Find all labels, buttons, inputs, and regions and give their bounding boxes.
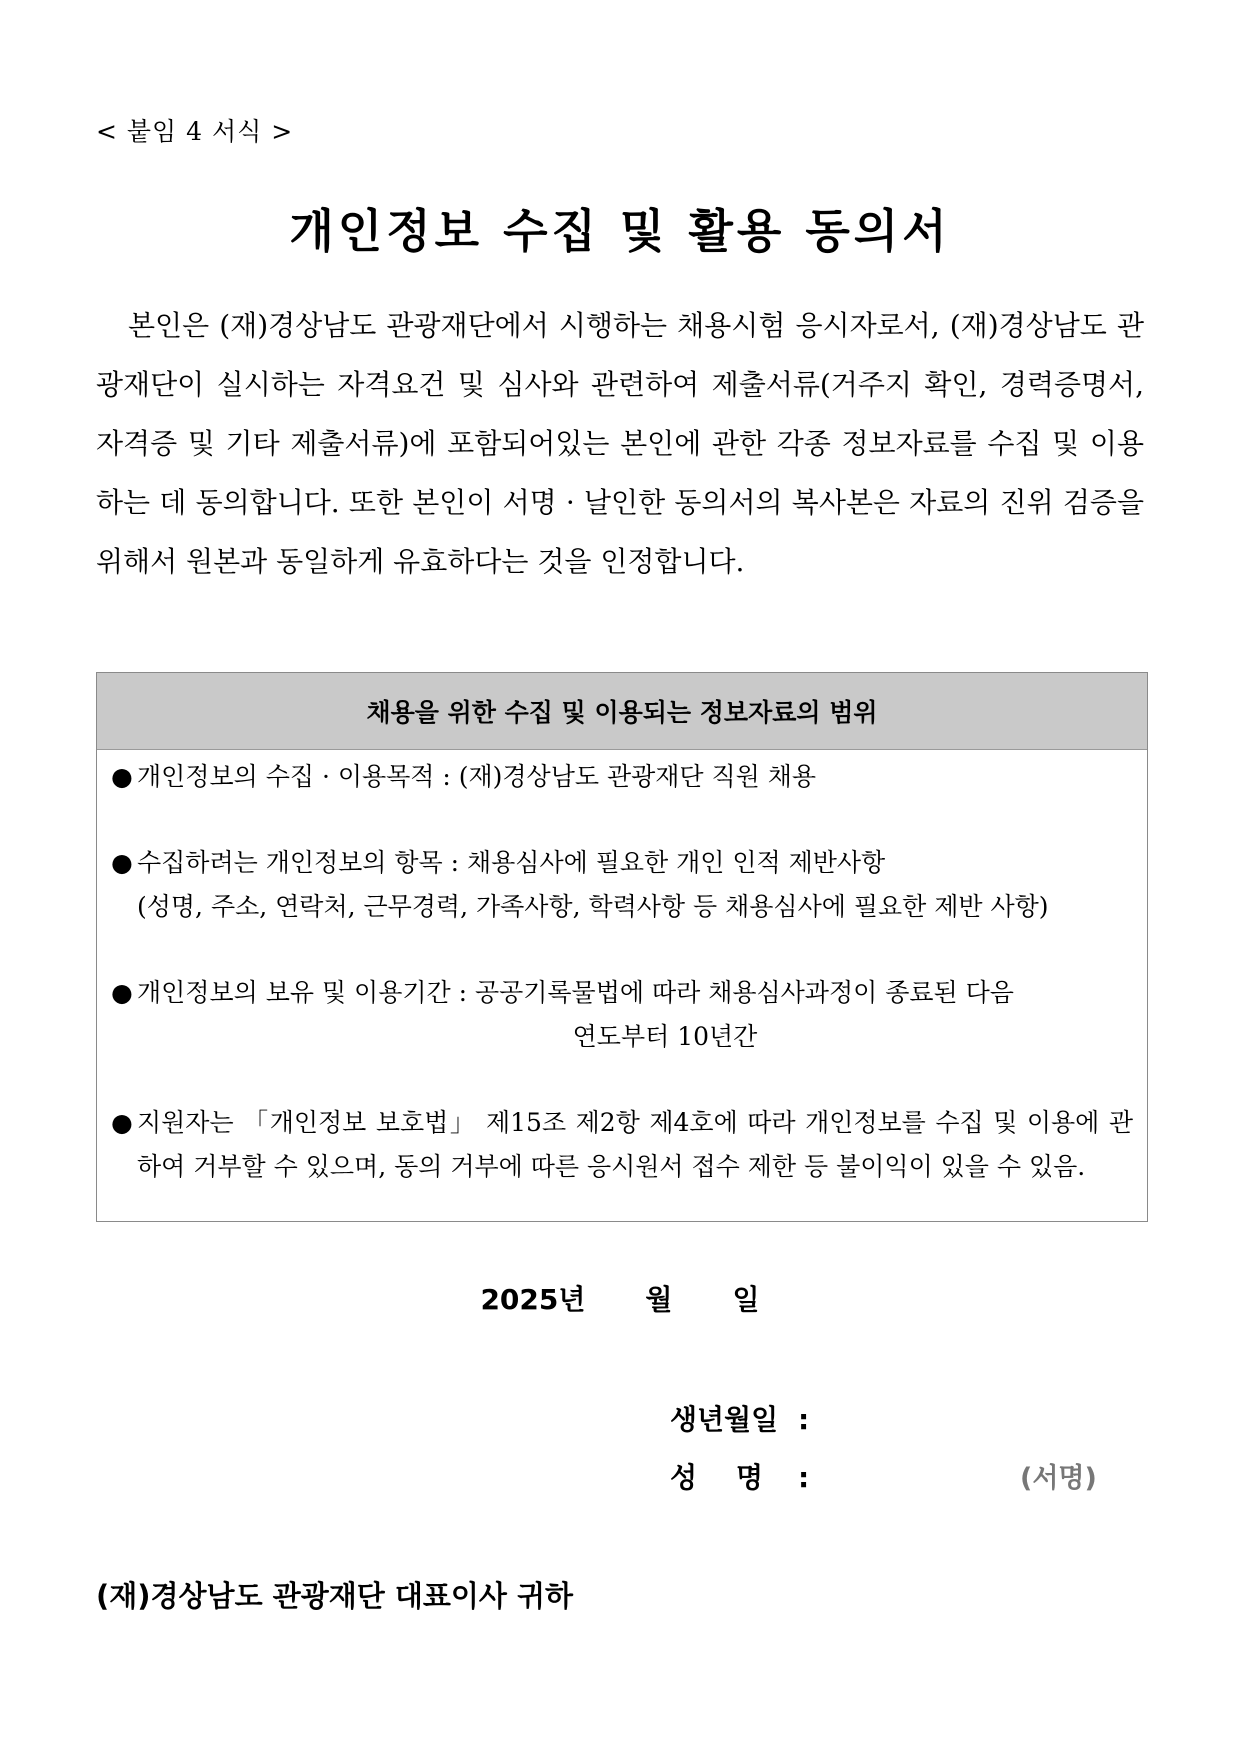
scope-item-text xyxy=(137,841,1133,929)
scope-item-text: 개인정보의 수집 · 이용목적 : (재)경상남도 관광재단 직원 채용 xyxy=(137,762,817,791)
recipient: (재)경상남도 관광재단 대표이사 귀하 xyxy=(96,1579,574,1613)
scope-item-text: 지원자는 「개인정보 보호법」 제15조 제2항 제4호에 따라 개인정보를 수집 및 이용에 관하여 거부할 수 있으며, 동의 거부에 따른 응시원서 접수 제한 등 불이익이 있을 수 있음. xyxy=(137,1108,1133,1181)
scope-item-retention xyxy=(111,971,1133,1059)
bullet-icon: ● xyxy=(111,978,133,1007)
name-row xyxy=(670,1456,818,1496)
scope-item-text xyxy=(137,971,1133,1059)
document-title: 개인정보 수집 및 활용 동의서 xyxy=(289,204,951,258)
date-year: 2025년 xyxy=(480,1283,586,1316)
scope-item-purpose xyxy=(111,755,1133,799)
scope-item-refusal xyxy=(111,1101,1133,1189)
bullet-icon: ● xyxy=(111,1108,133,1137)
name-colon: : xyxy=(798,1461,810,1494)
date-month: 월 xyxy=(645,1283,673,1316)
scope-header: 채용을 위한 수집 및 이용되는 정보자료의 범위 xyxy=(97,673,1147,750)
scope-item-line: 개인정보의 보유 및 이용기간 : 공공기록물법에 따라 채용심사과정이 종료된 다음 xyxy=(137,978,1014,1007)
bullet-icon: ● xyxy=(111,848,133,877)
birthdate-row xyxy=(670,1398,818,1438)
signature-seal-label: (서명) xyxy=(1020,1463,1097,1494)
date-line xyxy=(0,1278,1240,1318)
scope-item-continuation: 연도부터 10년간 xyxy=(572,1022,758,1051)
scope-box xyxy=(96,672,1148,1222)
date-day: 일 xyxy=(732,1283,760,1316)
bullet-icon: ● xyxy=(111,762,133,791)
birthdate-label: 생년월일 xyxy=(670,1403,779,1436)
scope-item-fields xyxy=(111,841,1133,929)
birthdate-colon: : xyxy=(798,1403,810,1436)
scope-item-line: 수집하려는 개인정보의 항목 : 채용심사에 필요한 개인 인적 제반사항 xyxy=(137,848,886,877)
scope-item-continuation: (성명, 주소, 연락처, 근무경력, 가족사항, 학력사항 등 채용심사에 필요한 제반 사항) xyxy=(137,892,1049,921)
intro-paragraph: 본인은 (재)경상남도 관광재단에서 시행하는 채용시험 응시자로서, (재)경상남도 관광재단이 실시하는 자격요건 및 심사와 관련하여 제출서류(거주지 확인, 경력증명서, 자격증 및 기타 제출서류)에 포함되어있는 본인에 관한 각종 정보자료를 수집 및 이용하는 데 동의합니다. 또한 본인이 서명 · 날인한 동의서의 복사본은 자료의 진위 검증을 위해서 원본과 동일하게 유효하다는 것을 인정합니다. xyxy=(96,309,1144,578)
name-label: 성 명 xyxy=(670,1461,764,1494)
form-label: < 붙임 4 서식 > xyxy=(96,117,294,146)
